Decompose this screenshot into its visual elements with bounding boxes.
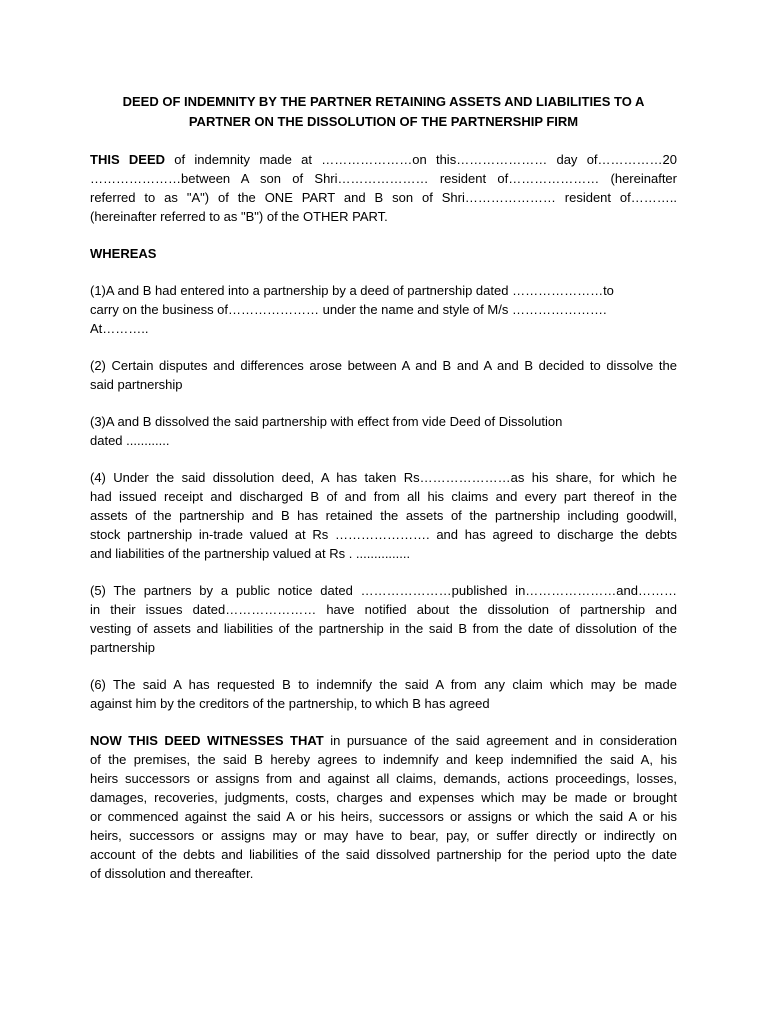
intro-paragraph (90, 150, 677, 226)
title-line-2: PARTNER ON THE DISSOLUTION OF THE PARTNERSHIP FIRM (188, 114, 579, 129)
clause-1 (90, 281, 677, 338)
clause-6-line-2: against him by the creditors of the partnership, to which B has agreed (90, 696, 490, 711)
clause-3-line-2: dated ............ (90, 433, 170, 448)
witness-line-8: of dissolution and thereafter. (90, 866, 254, 881)
clause-4-line-3: assets of the partnership and B has retained the assets of the partnership including goodwill, (90, 508, 677, 523)
clause-6-line-1: (6) The said A has requested B to indemnify the said A from any claim which may be made (90, 677, 677, 692)
clause-1-line-2: carry on the business of………………… under the name and style of M/s …………………. (90, 302, 607, 317)
intro-line-2: …………………between A son of Shri………………… resident of………………… (hereinafter (90, 171, 677, 186)
clause-5-line-1: (5) The partners by a public notice dated …………………published in…………………and……… (90, 583, 677, 598)
clause-4 (90, 468, 677, 563)
clause-4-line-4: stock partnership in-trade valued at Rs …………………. and has agreed to discharge the debts (90, 527, 677, 542)
clause-2 (90, 356, 677, 394)
document-title (90, 92, 677, 132)
clause-5-line-4: partnership (90, 640, 156, 655)
witness-line-3: heirs successors or assigns from and against all claims, demands, actions proceedings, losses, (90, 771, 677, 786)
document-page (90, 92, 677, 901)
clause-1-line-3: At……….. (90, 321, 149, 336)
clause-5-line-2: in their issues dated………………… have notified about the dissolution of partnership and (90, 602, 677, 617)
clause-2-line-1: (2) Certain disputes and differences arose between A and B and A and B decided to dissolve the (90, 358, 677, 373)
witness-line-1 (90, 731, 677, 750)
witness-line-4: damages, recoveries, judgments, costs, charges and expenses which may be made or brought (90, 790, 677, 805)
clause-5 (90, 581, 677, 657)
intro-line-3: referred to as "A") of the ONE PART and B son of Shri………………… resident of……….. (90, 190, 677, 205)
intro-line-1 (90, 150, 677, 169)
intro-line-1-rest: of indemnity made at …………………on this………………… day of……………20 (165, 152, 678, 167)
witness-line-1-rest: in pursuance of the said agreement and in consideration (323, 733, 677, 748)
witness-lead: NOW THIS DEED WITNESSES THAT (90, 733, 324, 748)
whereas-heading: WHEREAS (90, 246, 157, 261)
witness-paragraph (90, 731, 677, 883)
clause-2-line-2: said partnership (90, 377, 183, 392)
witness-line-7: account of the debts and liabilities of the said dissolved partnership for the period upto the date (90, 847, 677, 862)
clause-3-line-1: (3)A and B dissolved the said partnership with effect from vide Deed of Dissolution (90, 414, 563, 429)
clause-4-line-2: had issued receipt and discharged B of and from all his claims and every part thereof in the (90, 489, 677, 504)
clause-6 (90, 675, 677, 713)
clause-3 (90, 412, 677, 450)
title-line-1: DEED OF INDEMNITY BY THE PARTNER RETAINING ASSETS AND LIABILITIES TO A (122, 94, 645, 109)
clause-4-line-5: and liabilities of the partnership valued at Rs . ............... (90, 546, 411, 561)
clause-1-line-1: (1)A and B had entered into a partnership by a deed of partnership dated …………………to (90, 283, 614, 298)
witness-line-2: of the premises, the said B hereby agrees to indemnify and keep indemnified the said A, his (90, 752, 677, 767)
witness-line-6: heirs, successors or assigns may or may have to bear, pay, or suffer directly or indirectly on (90, 828, 677, 843)
clause-5-line-3: vesting of assets and liabilities of the partnership in the said B from the date of dissolution of the (90, 621, 677, 636)
intro-line-4: (hereinafter referred to as "B") of the OTHER PART. (90, 209, 388, 224)
witness-line-5: or commenced against the said A or his heirs, successors or assigns or which the said A or his (90, 809, 677, 824)
clause-4-line-1: (4) Under the said dissolution deed, A has taken Rs…………………as his share, for which he (90, 470, 677, 485)
intro-lead: THIS DEED (90, 152, 166, 167)
